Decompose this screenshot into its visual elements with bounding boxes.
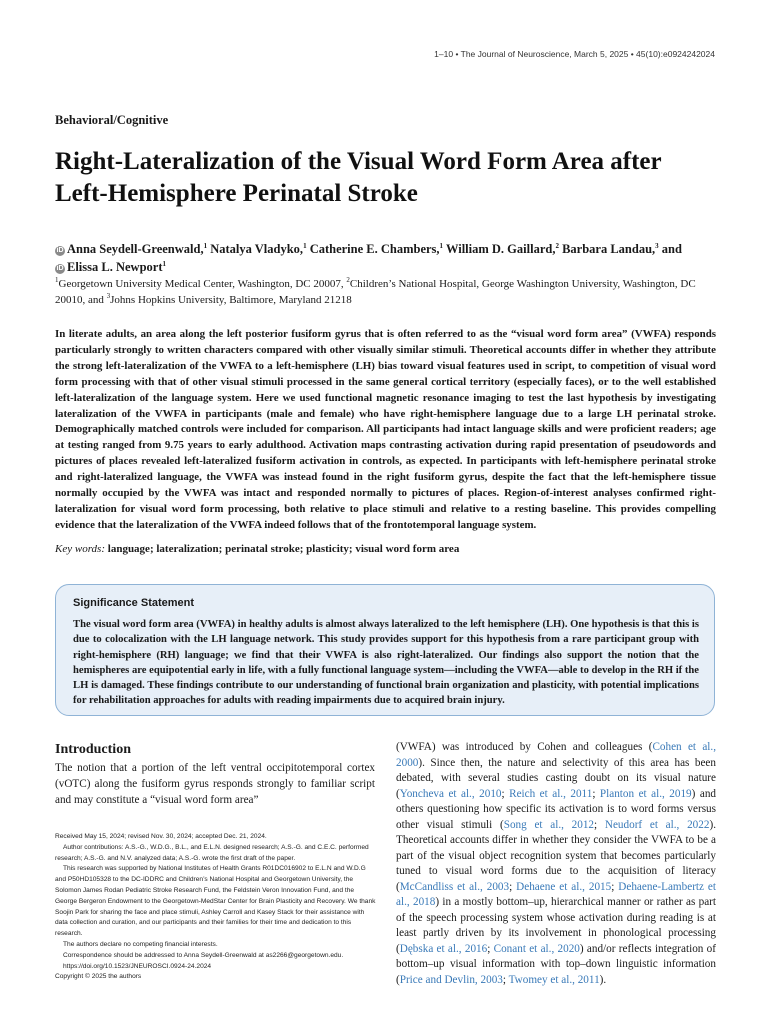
affiliation-number: 1 <box>55 276 59 284</box>
title-line: Right-Lateralization of the Visual Word Form Area after <box>55 148 662 175</box>
affiliation-text: Georgetown University Medical Center, Washington, DC 20007, <box>58 278 347 290</box>
running-header: 1–10 • The Journal of Neuroscience, March 5, 2025 • 45(10):e0924242024 <box>434 49 715 59</box>
author <box>210 242 306 256</box>
body-text: ; <box>487 942 494 955</box>
body-text: ; <box>594 818 605 831</box>
author <box>662 242 682 256</box>
affiliation-text: Johns Hopkins University, Baltimore, Maryland 21218 <box>110 294 352 306</box>
citation-link[interactable]: Cohen et al., 2000 <box>396 741 716 769</box>
citation-link[interactable]: Neudorf et al., 2022 <box>604 818 710 831</box>
section-label: Behavioral/Cognitive <box>55 113 169 127</box>
footnote-line: This research was supported by National Institutes of Health Grants R01DC016902 to E.L.N and W.D.G and P50HD105328 to the DC-IDDRC and Children’s National Hospital and Georgetown University, the Solomon James Rodan Pediatric Stroke Research Fund, the Feldstein Veron Innovation Fund, and the George Bergeron Endowment to the Georgetown-MedStar Center for Brain Plasticity and Recovery. We thank Soojin Park for sharing the face and place stimuli, Ashley Carroll and Kasey Stack for their assistance with data collection and curation, and our participants and their families for their time and dedication to this research. <box>55 865 376 938</box>
body-text: ; <box>502 973 509 986</box>
author-name: Barbara Landau, <box>562 242 656 256</box>
body-text: ; <box>501 787 510 800</box>
citation-link[interactable]: Conant et al., 2020 <box>493 942 580 955</box>
keywords <box>55 543 716 555</box>
author <box>562 242 659 256</box>
citation-link[interactable]: McCandliss et al., 2003 <box>399 880 510 893</box>
significance-statement-box <box>55 584 715 716</box>
citation-link[interactable]: Dehaene et al., 2015 <box>516 880 612 893</box>
intro-right-column <box>396 740 716 988</box>
citation-link[interactable]: Price and Devlin, 2003 <box>399 973 503 986</box>
footnote-line: Received May 15, 2024; revised Nov. 30, 2024; accepted Dec. 21, 2024. <box>55 833 267 840</box>
title-line: Left-Hemisphere Perinatal Stroke <box>55 180 418 207</box>
body-text: ). Theoretical accounts differ in whether they consider the VWFA to be a part of the visual object recognition system that becomes particularly tuned to visual word forms due to the acquisition of literacy ( <box>396 818 716 893</box>
body-text: ; <box>611 880 619 893</box>
keywords-text: language; lateralization; perinatal stroke; plasticity; visual word form area <box>107 543 460 555</box>
author-name: Catherine E. Chambers, <box>309 242 440 256</box>
citation-link[interactable]: Song et al., 2012 <box>503 818 595 831</box>
orcid-icon[interactable]: iD <box>56 247 64 254</box>
citation-link[interactable]: Planton et al., 2019 <box>599 787 692 800</box>
keywords-label: Key words: <box>55 543 106 555</box>
author <box>446 242 559 256</box>
footnote-line: https://doi.org/10.1523/JNEUROSCI.0924-24.2024 <box>63 962 212 970</box>
abstract: In literate adults, an area along the left posterior fusiform gyrus that is often referred to as the “visual word form area” (VWFA) responds particularly strongly to written characters compared with other visually similar stimuli. Theoretical accounts differ in whether they attribute the strong left-lateralization of the VWFA to a left-hemisphere (LH) bias toward visual features used in script, to competition of visual word form processing with that of other visual stimuli processed in the same general cortical territory (especially faces), or to the well established left-lateralization of the language system. Here we used functional magnetic resonance imaging to test the last hypothesis by investigating lateralization of the VWFA in participants (male and female) who have right-hemisphere language due to a large LH perinatal stroke. Demographically matched controls were included for comparison. All participants had intact language skills and were proficient readers; age at testing ranged from 9.75 years to early adulthood. Activation maps contrasting activation during rapid presentation of pseudowords and pictures of places revealed left-lateralized fusiform activation in controls, as expected. In participants with left-hemisphere perinatal stroke and right-lateralized language, the VWFA was instead found in the right fusiform gyrus, despite the fact that the left-hemisphere tissue normally occupied by the VWFA was intact and responded normally to pictures of places. Region-of-interest analyses confirmed right-lateralization for visual word form processing, both relative to place stimuli and relative to a resting baseline. This provides compelling evidence that the lateralization of the VWFA indeed follows that of the frontotemporal language system. <box>55 328 716 531</box>
affiliation-number: 2 <box>346 276 350 284</box>
citation-link[interactable]: Twomey et al., 2011 <box>508 973 600 986</box>
author-list <box>55 240 720 276</box>
author <box>55 260 166 274</box>
citation-link[interactable]: Dębska et al., 2016 <box>399 942 488 955</box>
affiliation-marker: 3 <box>655 242 659 250</box>
paper-title <box>55 146 695 210</box>
footnote-line: Copyright © 2025 the authors <box>55 973 142 981</box>
footnote-line: The authors declare no competing financial interests. <box>63 940 218 948</box>
affiliations <box>55 276 720 308</box>
footnotes <box>55 832 377 983</box>
orcid-icon[interactable]: iD <box>56 265 64 272</box>
significance-text: The visual word form area (VWFA) in healthy adults is almost always lateralized to the left hemisphere (LH). One hypothesis is that this is due to colocalization with the LH language network. This study provides support for this hypothesis from a rare participant group with right-hemisphere (RH) language; we find that their VWFA is also right-lateralized. Our findings also support the notion that the hemispheres are equipotential early in life, with a fully functional language system—including the VWFA—able to develop in the RH if the LH is damaged. These findings contribute to our understanding of functional brain organization and plasticity, with potential implications for rehabilitation approaches for adults with reading impairments due to acquired brain injury. <box>73 619 699 707</box>
affiliation-number: 3 <box>106 292 111 300</box>
citation-link[interactable]: Reich et al., 2011 <box>509 787 593 800</box>
author-name: William D. Gaillard, <box>445 242 556 256</box>
body-text: ). Since then, the nature and selectivity of this area has been debated, with several studies casting doubt on its visual nature ( <box>396 756 716 800</box>
affiliation-text: Children’s National Hospital, George Washington University, Washington, DC 20010, and <box>55 278 696 306</box>
affiliation-marker: 2 <box>555 242 559 250</box>
affiliation-marker: 1 <box>439 242 444 250</box>
body-text: ; <box>509 880 517 893</box>
body-text: ) and others questioning how specific its activation is to word forms versus other visual stimuli ( <box>396 787 717 831</box>
citation-link[interactable]: Yoncheva et al., 2010 <box>399 787 502 800</box>
author-name: Natalya Vladyko, <box>210 242 304 256</box>
body-text: ) and/or reflects integration of bottom–up visual information with top–down linguistic information ( <box>396 942 717 986</box>
footnote-line: Correspondence should be addressed to Anna Seydell-Greenwald at as2266@georgetown.edu. <box>63 951 344 959</box>
body-text: (VWFA) was introduced by Cohen and colleagues ( <box>396 741 653 753</box>
introduction-heading: Introduction <box>55 742 131 757</box>
footnote-line: Author contributions: A.S.-G., W.D.G., B.L., and E.L.N. designed research; A.S.-G. and C.E.C. performed research; A.S.-G. and N.V. analyzed data; A.S.-G. wrote the first draft of the paper. <box>55 843 369 862</box>
body-text: ). <box>599 973 607 986</box>
author <box>55 242 207 256</box>
affiliation-marker: 1 <box>303 242 307 250</box>
body-text: ) in a mostly bottom–up, hierarchical manner or rather as part of the speech processing system whose activation during reading is at least partly driven by its involvement in phonological processing ( <box>396 896 716 955</box>
author-name: Elissa L. Newport <box>67 260 163 274</box>
affiliation-marker: 1 <box>162 260 166 268</box>
author-name: and <box>661 242 682 256</box>
citation-link[interactable]: Dehaene-Lambertz et al., 2018 <box>396 880 717 908</box>
intro-left-column: The notion that a portion of the left ventral occipitotemporal cortex (vOTC) along the fusiform gyrus responds strongly to familiar script and may constitute a “visual word form area” <box>55 762 375 806</box>
body-text: ; <box>592 787 600 800</box>
affiliation-marker: 1 <box>203 242 208 250</box>
significance-title: Significance Statement <box>73 597 195 609</box>
author-name: Anna Seydell-Greenwald, <box>67 242 204 256</box>
author <box>310 242 443 256</box>
